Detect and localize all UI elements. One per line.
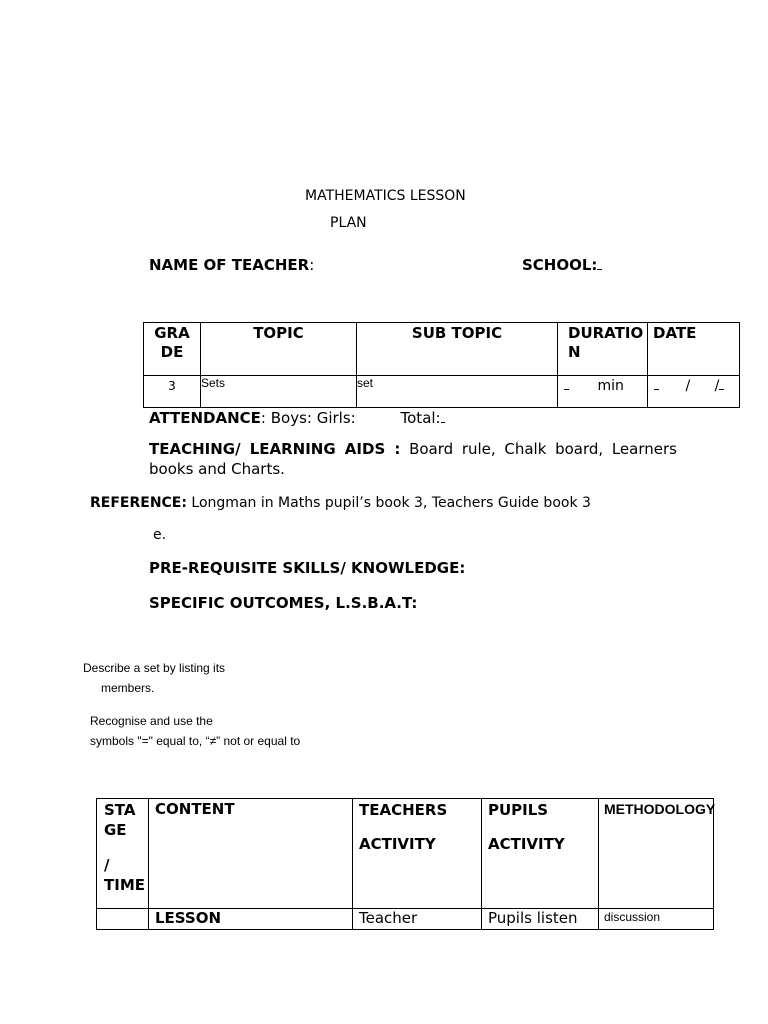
teaching-aids-items: Board rule, Chalk board, Learners (409, 440, 677, 458)
date-year-blank (719, 377, 724, 390)
outcome-2-line1: Recognise and use the (90, 714, 213, 728)
pupils-activity-header (482, 799, 599, 909)
teachers-header-l2: ACTIVITY (359, 835, 436, 853)
school-blank (597, 257, 602, 270)
lesson-activity-header-row (97, 799, 714, 909)
page-title-line1: MATHEMATICS LESSON (305, 188, 466, 204)
outcomes-heading: SPECIFIC OUTCOMES, L.S.B.A.T: (149, 594, 418, 612)
lesson-activity-table (96, 798, 714, 930)
pupils-header-l1: PUPILS (488, 801, 549, 819)
methodology-header: METHODOLOGY (599, 799, 714, 909)
pupils-activity-cell: Pupils listen (482, 909, 599, 930)
content-header: CONTENT (149, 799, 353, 909)
teachers-activity-header (353, 799, 482, 909)
date-header: DATE (648, 323, 740, 376)
content-cell: LESSON (149, 909, 353, 930)
outcome-2-line2: symbols "=" equal to, “≠” not or equal to (90, 734, 301, 748)
school-line (522, 256, 602, 274)
lesson-info-header-row (144, 323, 740, 376)
teachers-header-l1: TEACHERS (359, 801, 448, 819)
lesson-info-table (143, 322, 740, 408)
date-separator-1: / (685, 378, 691, 394)
duration-unit: min (597, 378, 624, 394)
methodology-cell: discussion (599, 909, 714, 930)
duration-header: DURATIO N (558, 323, 648, 376)
stage-cell (97, 909, 149, 930)
teachers-activity-cell: Teacher (353, 909, 482, 930)
teaching-aids (149, 439, 677, 479)
topic-header: TOPIC (201, 323, 357, 376)
prerequisite-heading: PRE-REQUISITE SKILLS/ KNOWLEDGE: (149, 559, 466, 577)
date-cell (648, 376, 740, 408)
teacher-label: NAME OF TEACHER (149, 256, 310, 274)
page-title-line2: PLAN (330, 215, 367, 231)
pupils-header-l2: ACTIVITY (488, 835, 565, 853)
outcome-1-line1: Describe a set by listing its (83, 661, 226, 675)
duration-blank (564, 377, 569, 390)
reference-label: REFERENCE: (90, 495, 187, 511)
duration-cell (558, 376, 648, 408)
reference-text: Longman in Maths pupil’s book 3, Teachers Guide book 3 (191, 495, 591, 511)
stray-text: e. (153, 527, 167, 543)
attendance-total-blank (441, 410, 445, 423)
grade-cell: 3 (144, 376, 201, 408)
reference-line (90, 495, 591, 511)
teaching-aids-label: TEACHING/ LEARNING AIDS : (149, 440, 401, 458)
subtopic-header: SUB TOPIC (357, 323, 558, 376)
attendance-boys-girls: : Boys: Girls: (260, 409, 356, 427)
outcome-1-line2: members. (101, 681, 155, 695)
subtopic-cell: set (357, 376, 558, 408)
attendance-total: Total: (400, 409, 441, 427)
stage-header-l2: GE (104, 821, 127, 839)
stage-header-l4: TIME (104, 876, 145, 894)
stage-header-l3: / (104, 856, 110, 874)
lesson-info-row (144, 376, 740, 408)
topic-cell: Sets (201, 376, 357, 408)
stage-header-l1: STA (104, 801, 136, 819)
teaching-aids-line2: books and Charts. (149, 460, 285, 478)
date-separator-2: / (714, 378, 720, 394)
attendance-line (149, 409, 445, 427)
teacher-colon: : (309, 256, 315, 274)
stage-header (97, 799, 149, 909)
lesson-activity-row (97, 909, 714, 930)
teaching-aids-line1 (149, 439, 677, 459)
attendance-label: ATTENDANCE (149, 409, 261, 427)
school-label: SCHOOL: (522, 256, 598, 274)
grade-header: GRA DE (144, 323, 201, 376)
teacher-line (149, 256, 314, 274)
date-day-blank (654, 377, 659, 390)
